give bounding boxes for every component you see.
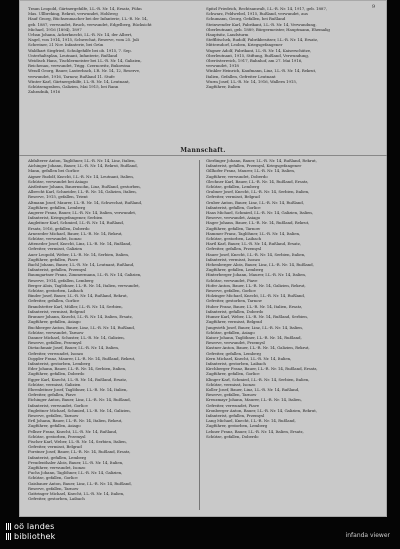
entry-line: geb. 1887, verwundet, Bruch, verwundet, Edgelberg, Rücksicht — [28, 21, 152, 27]
entry-line: Lang Michael, Knecht, I.L.-R. Nr. 14, Rußland, — [206, 418, 296, 424]
entry-line: Angleitner Karl, Schmied, I.L.-R. Nr. 14, Rußland, — [28, 220, 125, 226]
entry-line: Oberleutnant, 1915, Stiftung, Rußland, Verwundung, — [206, 52, 309, 58]
entry-line: Infanterist, vermisst, Belgrad — [28, 308, 85, 314]
logo-mark-icon — [6, 523, 12, 530]
entry-line: Zugführer, gefallen, Lemberg — [28, 204, 86, 210]
entry-line: Hinterberger Johann, Maurer, I.L.-R. Nr. 14, Italien, — [206, 272, 307, 278]
entry-line: Gefreiter, gefallen, Gorlice — [28, 298, 80, 304]
entry-line: Glechner Karl, Bauer, I.L.-R. Nr. 14, Rußland, Ersatz, — [206, 178, 309, 184]
entry-line: Gefreiter, gefallen, Piave — [28, 392, 76, 398]
entry-line: Ehrenleitner Josef, Taglöhner, I.L.-R. Nr. 14, Italien, — [28, 386, 128, 392]
entry-line: Urban Johann, Ackerknecht, I.L.-R. Nr. 14, der Albert, — [28, 32, 133, 38]
entry-line: verwundet, 1916, Tarnow, Rußland 11. Stufe — [28, 73, 115, 79]
section-title: Mannschaft. — [180, 147, 226, 154]
entry-line: Reserve, gefallen, Gorlice — [206, 288, 256, 294]
entry-line: Zugführer, gefallen, Gorlice — [206, 371, 260, 377]
entry-line: Schütze, verwundet, Isonzo — [28, 236, 82, 242]
entry-line: Gruber Anton, Bauer, Linz, I.L.-R. Nr. 14, Rußland, — [206, 199, 304, 205]
entry-line: Fuchs Johann, Taglöhner, I.L.-R. Nr. 14, Galizien, — [28, 470, 123, 476]
viewer-footer — [0, 517, 400, 549]
entry-line: Kronberger Anton, Bauer, I.L.-R. Nr. 14, Galizien, Rekrut, — [206, 407, 317, 413]
entry-line: Reserve, 1915, gefallen, Trient — [28, 194, 88, 200]
entry-line: Zugführer, gefallen, Piave — [28, 256, 79, 262]
entry-line: Mitterndorf, Leoben, Kriegsgefangener — [206, 42, 283, 48]
entry-line: Fischer Karl, Weber, I.L.-R. Nr. 14, Serbien, Italien, — [28, 438, 127, 444]
entry-line: Zugführer, gefallen, Asiago — [28, 319, 81, 325]
entry-line: Schütze, gestorben, Przemysl — [28, 433, 86, 439]
entry-line: Schütze, verwundet bei Asiago — [28, 178, 88, 184]
entry-line: Schütze, gefallen, Asiago — [206, 329, 255, 335]
entry-line: Zugführer, gefallen, Tarnow — [206, 225, 261, 231]
entry-line: Gillhofer Franz, Maurer, I.L.-R. Nr. 14, Italien, — [206, 168, 295, 174]
entry-line: Infanterist, verwundet, Gorlice — [28, 402, 88, 408]
entry-line: Reserve, 1914, gefallen, Lemberg — [28, 277, 94, 283]
entry-line: Unterhaltsplan, Leutnant, Infanterie, Rußland — [28, 52, 118, 58]
entry-line: Infanterist, gefallen, Przemysl — [206, 412, 265, 418]
entry-line: Brunner Johann, Knecht, I.L.-R. Nr. 14, Italien, Ersatz, — [28, 314, 133, 320]
entry-line: Wagner Adolf, Fabrikant, I.L.-R. Nr. 14, Kaiserschütze, — [206, 47, 312, 53]
entry-line: Grabner Josef, Knecht, I.L.-R. Nr. 14, Serbien, Italien, — [206, 189, 310, 195]
entry-line: Albrecht Karl, Schneider, I.L.-R. Nr. 14, Galizien, Italien, — [28, 189, 137, 195]
entry-line: Infanterist, gefallen, Przemysl, Kriegsgefangener — [206, 163, 302, 169]
entry-line: Baumgartner Franz, Zimmermann, I.L.-R. Nr. 14, Galizien, — [28, 272, 142, 278]
entry-line: Zugführer, Italien — [206, 84, 241, 90]
entry-line: Aichinger Johann, Bauer, I.L.-R. Nr. 14, Rekrut, Rußland, — [28, 163, 138, 169]
entry-line: Egger Karl, Knecht, I.L.-R. Nr. 14, Rußland, Ersatz, — [28, 376, 128, 382]
entry-line: Berger Alois, Taglöhner, I.L.-R. Nr. 14, Italien, verwundet, — [28, 282, 140, 288]
entry-line: Humer Karl, Weber, I.L.-R. Nr. 14, Rußland, Serbien, — [206, 314, 308, 320]
entry-line: Arnezeder Michael, Bauer, I.L.-R. Nr. 14, Rekrut, — [28, 230, 123, 236]
entry-line: Dietachmair Josef, Bauer, I.L.-R. Nr. 14, Italien, — [28, 345, 120, 351]
entry-line: Gierlinger Johann, Bauer, I.L.-R. Nr. 14, Rußland, Rekrut, — [206, 158, 317, 163]
entry-line: Kastner Anton, Bauer, I.L.-R. Nr. 14, Galizien, Rekrut, — [206, 345, 310, 351]
viewer-label: infanda viewer — [345, 532, 390, 539]
entry-line: Michael, 1916 (1894), 1897 — [28, 26, 82, 32]
entry-line: Schütze, gefallen, Gorlice — [28, 475, 78, 481]
entry-line: Brandstetter Karl, Müller, I.L.-R. Nr. 14, Serbien, — [28, 303, 123, 309]
entry-line: Fellner Franz, Knecht, I.L.-R. Nr. 14, Rußland, — [28, 428, 118, 434]
entry-line: Waldhart Siegfried, Schulgehilfe bei ob. 1915, 7. Sep. — [28, 47, 132, 53]
entry-line: Hauer Josef, Knecht, I.L.-R. Nr. 14, Serbien, Italien, — [206, 251, 306, 257]
main-left-column — [28, 158, 196, 501]
entry-line: Reserve, gefallen, Tarnow — [28, 485, 79, 491]
entry-line: Gefreiter, gestorben, Tarnow — [206, 298, 262, 304]
entry-line: Schütze, vermisst, Isonzo — [206, 381, 256, 387]
entry-line: Oberleutnant, geb. 1889, Bürgermeister, Hauptmann, Ehemalig — [206, 26, 330, 32]
entry-line: Hager Johann, Bauer, I.L.-R. Nr. 14, Rußland, Rekrut, — [206, 220, 310, 226]
document-page — [19, 0, 387, 517]
entry-line: Haas Michael, Schmied, I.L.-R. Nr. 14, Galizien, Italien, — [206, 210, 313, 216]
entry-line: Gefreiter, verwundet, Piave — [206, 402, 260, 408]
entry-line: Ertl Johann, Bauer, I.L.-R. Nr. 14, Italien, Rekrut, — [28, 418, 123, 424]
entry-line: Eder Johann, Bauer, I.L.-R. Nr. 14, Serbien, Italien, — [28, 366, 127, 372]
entry-line: Bachl Johann, Bauer, I.L.-R. Nr. 14, Leutnant, Rußland, — [28, 262, 135, 268]
entry-line: Italien, Gefallen, Gefreiter Leutnant — [206, 73, 276, 79]
logo-text-line2: bibliothek — [14, 532, 56, 541]
entry-line: Wendl Georg, Bauer, Lauterbach, I.R. Nr. 14, 12, Reserve, — [28, 68, 141, 74]
entry-line: Stefflitschek, Rudolf, Fabrikbesitzer, I.L.-R. Nr. 14, Ersatz, — [206, 37, 319, 43]
section-divider — [19, 155, 387, 156]
entry-line: Kreuzmayr Johann, Maurer, I.L.-R. Nr. 14, Italien, — [206, 397, 302, 403]
entry-line: Infanterist, Kriegsgefangener, Serbien — [28, 215, 103, 221]
entry-line: Zugführer, gefallen, Asiago — [28, 423, 81, 429]
entry-line: Reserve, gefallen, Tarnow — [28, 412, 79, 418]
entry-line: Spitzl Friedrich, Rechtsanwalt, I.L.-R. Nr. 14, 1917, geb. 1887, — [206, 6, 327, 11]
entry-line: Zugführer, gefallen, Doberdo — [28, 371, 85, 377]
entry-line: Gefreiter, vermisst, Galizien — [28, 246, 83, 252]
entry-line: Mann, gefallen bei Gorlice — [28, 168, 80, 174]
entry-line: Holzinger Michael, Knecht, I.L.-R. Nr. 14, Rußland, — [206, 293, 305, 299]
entry-line: Hofer Anton, Bauer, I.L.-R. Nr. 14, Galizien, Rekrut, — [206, 282, 306, 288]
entry-line: Reserve, verwundet, Przemysl — [206, 340, 265, 346]
entry-line: Reichenau, verwundet, Trigg. Czernowitz, Bukowina — [28, 63, 131, 69]
entry-line: Gefreiter, vermisst, Belgrad — [28, 444, 82, 450]
entry-line: Mas. Ullbreking, Rekrut, verwundet, Hohlweg — [28, 11, 118, 17]
entry-line: Zugführer, verwundet, Doberdo — [206, 173, 268, 179]
entry-line: Kirchberger Franz, Bauer, I.L.-R. Nr. 14, Rußland, Ersatz, — [206, 366, 318, 372]
entry-line: Klinger Karl, Schmied, I.L.-R. Nr. 14, Serbien, Italien, — [206, 376, 310, 382]
entry-line: Schütze, vermisst, Galizien — [28, 381, 81, 387]
entry-line: Zahradnik, 1916 — [28, 89, 61, 95]
entry-line: Schütze, verwundet, Piave — [206, 277, 258, 283]
entry-line: Hauptsitz, Landsturm — [206, 32, 249, 38]
entry-line: verwundet, 1918 — [206, 63, 239, 69]
entry-line: Infanterist, gestorben, Laibach — [206, 360, 266, 366]
entry-line: Reserve, verwundet, Asiago — [206, 215, 261, 221]
entry-line: Infanterist, vermisst, Isonzo — [206, 256, 261, 262]
entry-line: Lehner Franz, Bauer, I.L.-R. Nr. 14, Italien, Ersatz, — [206, 428, 304, 434]
entry-line: Gefreiter, gefallen, Lemberg — [206, 350, 261, 356]
entry-line: Infanterist, gestorben, Lemberg — [28, 360, 91, 366]
entry-line: Aistleitner Johann, Bauernsohn, Linz, Rußland, gestorben, — [28, 184, 141, 190]
entry-line: Infanterist, gefallen, Doberdo — [206, 308, 264, 314]
entry-line: Oberösterreich, 1917, Bahnhof, am 27. Mai 1916, — [206, 58, 303, 64]
entry-line: Gefreiter, vermisst, Belgrad — [206, 194, 260, 200]
entry-line: Atteneder Josef, Knecht, Linz, I.L.-R. Nr. 14, Rußland, — [28, 241, 132, 247]
library-logo-line2[interactable] — [6, 532, 55, 541]
entry-line: Huber Franz, Bauer, I.L.-R. Nr. 14, Italien, Ersatz, — [206, 303, 303, 309]
entry-line: Kern Michael, Knecht, I.L.-R. Nr. 14, Italien, — [206, 355, 292, 361]
entry-line: Schütze, verwundet, Tarnow — [28, 329, 84, 335]
entry-line: Eichinger Anton, Bauer, Linz, I.L.-R. Nr. 14, Rußland, — [28, 397, 131, 403]
entry-line: Winkler Heinrich, Kaufmann, Linz, I.L.-R. Nr. 14, Rekrut, — [206, 68, 317, 74]
page-number: 9 — [371, 4, 375, 10]
entry-line: Hammer Franz, Taglöhner, I.L.-R. Nr. 14, Italien, — [206, 230, 301, 236]
entry-line: Weidisch Hans, Tischlermeister bei I.L.-R. Nr. 14, Galizien, — [28, 58, 142, 64]
entry-line: Hauf Georg, Büchsenmacher bei der Infanterie, I.L.-R. Nr. 14, — [28, 16, 148, 22]
entry-line: Engleitner Michael, Schmied, I.L.-R. Nr. 14, Galizien, — [28, 407, 131, 413]
entry-line: Gefreiter, verwundet, Isonzo — [28, 350, 84, 356]
entry-line: Buchberger Anton, Bauer, Linz, I.L.-R. Nr. 14, Rußland, — [28, 324, 135, 330]
main-right-column — [206, 158, 374, 439]
entry-line: Schwarz, Feldwebel, 1915, Rußland, verwundet, aus — [206, 11, 308, 17]
entry-line: Altmann Josef, Maurer, I.L.-R. Nr. 14, Schwechat, Rußland, — [28, 199, 143, 205]
entry-line: Schumann, Georg, Gefallen, bei Rußland — [206, 16, 286, 22]
entry-line: Wurm Josef, I.L.-R. Nr. 14, 1916, Wallern 1915, — [206, 78, 297, 84]
entry-line: Jungwirth Josef, Bauer, Linz, I.L.-R. Nr. 14, Italien, — [206, 324, 303, 330]
top-right-column — [206, 6, 374, 89]
entry-line: Zugführer, gefallen, Lemberg — [206, 267, 264, 273]
entry-line: Reserve, gefallen, Przemysl — [28, 340, 82, 346]
entry-line: Schütze, gefallen, Lemberg — [206, 184, 260, 190]
entry-line: Zugführer, verwundet, Isonzo — [28, 464, 86, 470]
entry-line: Auer Leopold, Weber, I.L.-R. Nr. 14, Serbien, Italien, — [28, 251, 130, 257]
entry-line: Angerer Franz, Bauer, I.L.-R. Nr. 14, Italien, verwundet, — [28, 210, 137, 216]
entry-line: Schütze, gestorben, Laibach — [206, 236, 262, 242]
entry-line: Gattringer Michael, Knecht, I.L.-R. Nr. 14, Italien, — [28, 491, 125, 496]
entry-line: Hehenberger Alois, Bauer, Linz, I.L.-R. Nr. 14, Rußland, — [206, 262, 314, 268]
entry-line: Gefreiter, gestorben, Laibach — [28, 496, 85, 502]
entry-line: Reserve, gefallen, Tarnow — [206, 392, 257, 398]
logo-text-line1: oö landes — [14, 522, 55, 531]
entry-line: Hartl Karl, Bauer, I.L.-R. Nr. 14, Rußland, Ersatz, — [206, 241, 301, 247]
entry-line: Abfalterer Anton, Taglöhner, I.L.-R. Nr. 14, Linz, Italien, — [28, 158, 136, 163]
logo-mark-icon — [6, 533, 12, 540]
entry-line: Nagel, von 1914, 1915, Schwechat, Reserve, vom 25. Juli — [28, 37, 139, 43]
top-left-column — [28, 6, 196, 94]
entry-line: Schreiner, 21 Nov. Infanterie, bei Grün — [28, 42, 104, 48]
entry-line: Schützengraben, Galizien, Mai 1915, bei Rann — [28, 84, 119, 90]
entry-line: Schütze, gefallen, Doberdo — [206, 433, 259, 439]
entry-line: Danner Michael, Schuster, I.L.-R. Nr. 14, Galizien, — [28, 334, 125, 340]
entry-line: Infanterist, gefallen, Lemberg — [28, 454, 87, 460]
entry-line: Binder Josef, Bauer, I.L.-R. Nr. 14, Rußland, Rekrut, — [28, 293, 128, 299]
library-logo[interactable] — [6, 522, 55, 531]
entry-line: Doppler Franz, Maurer, I.L.-R. Nr. 14, Rußland, Rekrut, — [28, 355, 136, 361]
entry-line: Freudenthaler Alois, Bauer, I.L.-R. Nr. 14, Italien, — [28, 459, 124, 465]
entry-line: Schütze, gestorben, Laibach — [28, 288, 84, 294]
entry-line: Zugführer, vermisst, Belgrad — [206, 319, 262, 325]
entry-line: Gefreiter, gefallen, Przemysl — [206, 246, 261, 252]
entry-line: Winter Karl, Gärtnergehilfe, I.L.-R. Nr. 14, Leutnant, — [28, 78, 130, 84]
entry-line: Traun Leopold, Gärtnergehilfe, I.L.-R. Nr. 14, Ersatz, Fühn — [28, 6, 142, 11]
entry-line: Gaisbauer Anton, Bauer, Linz, I.L.-R. Nr. 14, Rußland, — [28, 480, 132, 486]
entry-line: Koller Josef, Bauer, Linz, I.L.-R. Nr. 14, Rußland, — [206, 386, 300, 392]
entry-line: Kaiser Johann, Taglöhner, I.L.-R. Nr. 14, Rußland, — [206, 334, 302, 340]
top-section — [28, 6, 376, 146]
entry-line: Zugführer, gestorben, Lemberg — [206, 423, 268, 429]
entry-line: Infanterist, gefallen, Przemysl — [28, 267, 87, 273]
entry-line: Steinwender Karl, Fabrikant, I.L.-R. Nr. 14, Verwundung, — [206, 21, 317, 27]
entry-line: Infanterist, gefallen, Gorlice — [206, 204, 261, 210]
entry-line: Ersatz, 1916, gefallen, Doberdo — [28, 225, 90, 231]
entry-line: Aigner Rudolf, Knecht, I.L.-R. Nr. 14, Leutnant, Italien, — [28, 173, 134, 179]
main-section — [28, 158, 376, 513]
entry-line: Forstner Josef, Bauer, I.L.-R. Nr. 14, Rußland, Ersatz, — [28, 449, 131, 455]
